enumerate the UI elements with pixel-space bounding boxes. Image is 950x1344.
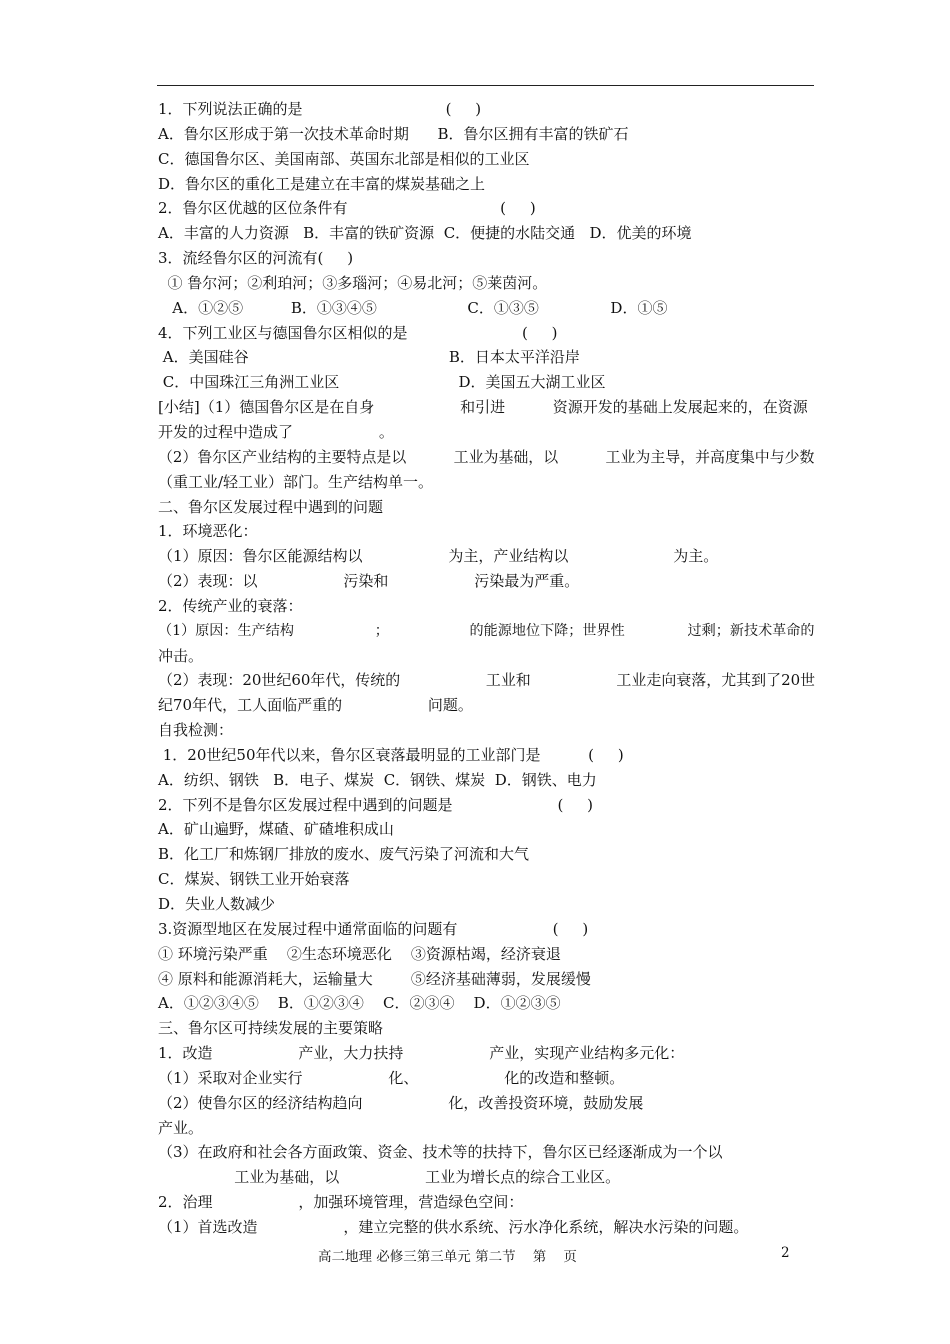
section-heading: 三、鲁尔区可持续发展的主要策略: [158, 1019, 384, 1038]
text-line: （2）表现：20世纪60年代，传统的 工业和 工业走向衰落，尤其到了20世: [158, 671, 816, 690]
text-line: B．化工厂和炼钢厂排放的废水、废气污染了河流和大气: [158, 845, 530, 864]
text-line: （2）使鲁尔区的经济结构趋向 化，改善投资环境，鼓励发展: [158, 1093, 644, 1112]
text-line: （1）首选改造 ，建立完整的供水系统、污水净化系统，解决水污染的问题。: [158, 1217, 749, 1236]
text-line: C．德国鲁尔区、美国南部、英国东北部是相似的工业区: [158, 149, 530, 168]
text-line: （重工业/轻工业）部门。生产结构单一。: [158, 472, 434, 491]
text-line: （1）原因：生产结构 ； 的能源地位下降；世界性 过剩；新技术革命的: [158, 622, 815, 639]
text-line: 3．流经鲁尔区的河流有( ): [158, 249, 354, 268]
text-line: 冲击。: [158, 646, 204, 665]
page-footer: 高二地理 必修三第三单元 第二节 第 页: [318, 1249, 577, 1265]
section-heading: 自我检测：: [158, 721, 234, 740]
text-line: A．丰富的人力资源 B．丰富的铁矿资源 C．便捷的水陆交通 D．优美的环境: [158, 224, 692, 243]
text-line: （2）鲁尔区产业结构的主要特点是以 工业为基础，以 工业为主导，并高度集中与少数: [158, 447, 815, 466]
page-number: 2: [781, 1245, 790, 1261]
text-line: 1．20世纪50年代以来，鲁尔区衰落最明显的工业部门是 ( ): [158, 745, 624, 764]
text-line: 3.资源型地区在发展过程中通常面临的问题有 ( ): [158, 919, 589, 938]
text-line: ④ 原料和能源消耗大，运输量大 ⑤经济基础薄弱，发展缓慢: [158, 969, 591, 988]
text-line: （3）在政府和社会各方面政策、资金、技术等的扶持下，鲁尔区已经逐渐成为一个以: [158, 1143, 723, 1162]
text-line: 2．下列不是鲁尔区发展过程中遇到的问题是 ( ): [158, 795, 593, 814]
text-line: （1）采取对企业实行 化、 化的改造和整顿。: [158, 1068, 625, 1087]
text-line: D．鲁尔区的重化工是建立在丰富的煤炭基础之上: [158, 174, 486, 193]
text-line: （2）表现：以 污染和 污染最为严重。: [158, 572, 580, 591]
text-line: D．失业人数减少: [158, 895, 276, 913]
text-line: 2．鲁尔区优越的区位条件有 ( ): [158, 199, 536, 218]
text-line: A．美国硅谷 B．日本太平洋沿岸: [158, 348, 580, 367]
text-line: ① 环境污染严重 ②生态环境恶化 ③资源枯竭，经济衰退: [158, 944, 561, 963]
text-line: C．煤炭、钢铁工业开始衰落: [158, 870, 350, 889]
header-rule: [157, 85, 814, 86]
text-line: A．矿山遍野，煤碴、矿碴堆积成山: [158, 820, 394, 839]
text-line: ① 鲁尔河；②利珀河；③多瑙河；④易北河；⑤莱茵河。: [158, 273, 548, 292]
text-line: 1．改造 产业，大力扶持 产业，实现产业结构多元化：: [158, 1044, 685, 1063]
text-line: A．①②③④⑤ B．①②③④ C．②③④ D．①②③⑤: [158, 994, 561, 1013]
text-line: A．纺织、钢铁 B．电子、煤炭 C．钢铁、煤炭 D．钢铁、电力: [158, 770, 597, 789]
text-line: 开发的过程中造成了 。: [158, 422, 394, 441]
text-line: [小结]（1）德国鲁尔区是在自身 和引进 资源开发的基础上发展起来的，在资源: [158, 398, 808, 417]
text-line: 产业。: [158, 1118, 204, 1137]
text-line: C．中国珠江三角洲工业区 D．美国五大湖工业区: [158, 373, 606, 392]
text-line: 2．传统产业的衰落：: [158, 596, 303, 615]
text-line: 1．环境恶化：: [158, 522, 258, 541]
text-line: 2．治理 ，加强环境管理，营造绿色空间：: [158, 1193, 524, 1212]
text-line: 4．下列工业区与德国鲁尔区相似的是 ( ): [158, 323, 558, 342]
text-line: （1）原因：鲁尔区能源结构以 为主，产业结构以 为主。: [158, 547, 719, 566]
text-line: A．①②⑤ B．①③④⑤ C．①③⑤ D．①⑤: [158, 298, 668, 317]
text-line: A．鲁尔区形成于第一次技术革命时期 B．鲁尔区拥有丰富的铁矿石: [158, 124, 629, 143]
text-line: 工业为基础，以 工业为增长点的综合工业区。: [158, 1168, 621, 1187]
text-line: 1．下列说法正确的是 ( ): [158, 100, 482, 118]
text-line: 纪70年代，工人面临严重的 问题。: [158, 696, 473, 715]
document-body: [158, 97, 815, 1240]
section-heading: 二、鲁尔区发展过程中遇到的问题: [158, 497, 384, 516]
